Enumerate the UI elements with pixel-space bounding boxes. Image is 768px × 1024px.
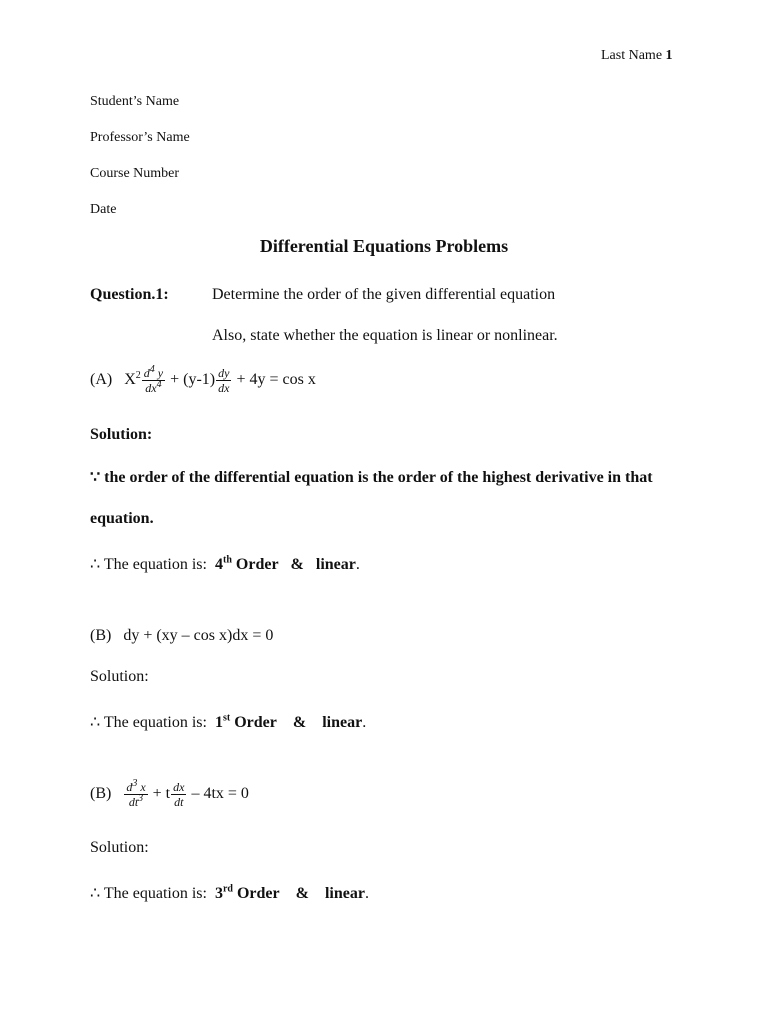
result-c-order-word: Order	[236, 885, 280, 902]
result-b-type: linear	[322, 714, 363, 731]
equation-a-fraction-2	[216, 366, 231, 395]
c-f2-den: dt	[174, 795, 184, 809]
result-a-order-word: Order	[235, 556, 279, 573]
equation-c-fraction-1	[124, 780, 147, 809]
equation-b-label: (B)	[90, 627, 112, 644]
result-c-type: linear	[324, 885, 365, 902]
solution-a-label: Solution:	[90, 426, 153, 443]
course-number: Course Number	[90, 166, 180, 181]
f2-num: dy	[218, 366, 230, 380]
result-c-prefix: ∴ The equation is:	[90, 885, 207, 902]
result-a-period: .	[355, 556, 360, 573]
student-name: Student’s Name	[90, 94, 180, 109]
result-c-order-num: 3	[214, 885, 223, 902]
equation-c-tail: – 4tx = 0	[191, 785, 249, 803]
c-f1-num-exp: 3	[132, 778, 138, 789]
running-header	[601, 48, 673, 64]
result-a-type: linear	[315, 556, 356, 573]
result-c	[90, 883, 369, 903]
header-last-name: Last Name	[601, 48, 663, 63]
f1-num-exp: 4	[149, 364, 155, 375]
result-b-period: .	[362, 714, 367, 731]
equation-b-expression: dy + (xy – cos x)dx = 0	[123, 627, 274, 644]
result-c-order-sup: rd	[222, 883, 233, 895]
solution-c-label: Solution:	[90, 839, 149, 856]
equation-c-label: (B)	[90, 785, 112, 803]
equation-a-label: (A)	[90, 371, 113, 389]
c-f1-num-d: d	[126, 780, 133, 794]
f1-num-var: y	[157, 366, 164, 380]
equation-c	[90, 780, 249, 809]
result-b-order-sup: st	[222, 712, 231, 724]
result-b-order-word: Order	[234, 714, 277, 731]
f1-den-exp: 4	[156, 379, 162, 390]
equation-a-fraction-1	[142, 366, 165, 395]
result-a-order-num: 4	[214, 556, 223, 573]
reason-line-1: ∵ the order of the differential equation is the order of the highest derivative in that	[90, 469, 653, 486]
question-label: Question.1:	[90, 286, 169, 303]
solution-b-label: Solution:	[90, 668, 149, 685]
page-number: 1	[665, 48, 673, 63]
date: Date	[90, 202, 117, 217]
result-c-amp: &	[295, 885, 309, 902]
result-b-order-num: 1	[214, 714, 223, 731]
equation-a-tail: + 4y = cos x	[236, 371, 316, 389]
f1-den: dx	[145, 381, 157, 395]
document-title: Differential Equations Problems	[259, 236, 509, 256]
result-a	[90, 554, 360, 574]
result-a-order-sup: th	[222, 554, 232, 566]
result-b	[90, 712, 366, 732]
question-line-1: Determine the order of the given differential equation	[212, 286, 556, 303]
professor-name: Professor’s Name	[90, 130, 190, 145]
f1-num-d: d	[143, 366, 150, 380]
equation-c-mid: + t	[152, 785, 171, 803]
equation-b	[90, 627, 273, 645]
result-b-amp: &	[292, 714, 307, 731]
c-f1-den-exp: 3	[138, 793, 144, 804]
f2-den: dx	[218, 381, 230, 395]
c-f2-num: dx	[173, 780, 185, 794]
equation-a-x-exp: 2	[135, 369, 141, 381]
result-c-period: .	[364, 885, 369, 902]
result-a-prefix: ∴ The equation is:	[90, 556, 207, 573]
equation-a-x: X	[124, 371, 136, 389]
equation-a	[90, 366, 316, 395]
question-line-2: Also, state whether the equation is linear or nonlinear.	[212, 327, 558, 344]
equation-c-fraction-2	[171, 780, 186, 809]
c-f1-den: dt	[128, 795, 139, 809]
reason-line-2: equation.	[90, 510, 154, 527]
result-b-prefix: ∴ The equation is:	[90, 714, 207, 731]
equation-a-mid: + (y-1)	[170, 371, 216, 389]
c-f1-num-var: x	[140, 780, 146, 794]
result-a-amp: &	[290, 556, 304, 573]
